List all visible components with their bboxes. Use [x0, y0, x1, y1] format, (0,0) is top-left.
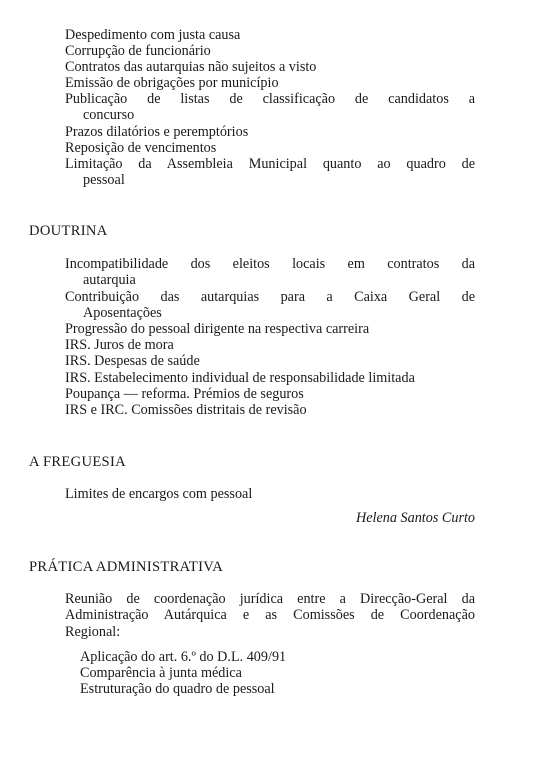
paragraph-line: Regional:: [65, 624, 121, 640]
list-item: Prazos dilatórios e peremptórios: [65, 124, 249, 140]
list-item: Contribuição das autarquias para a Caixa Geral de: [65, 289, 475, 305]
list-item: Corrupção de funcionário: [65, 43, 211, 59]
list-item: Comparência à junta médica: [80, 665, 242, 681]
list-item: Poupança — reforma. Prémios de seguros: [65, 386, 304, 402]
list-item: Reposição de vencimentos: [65, 140, 217, 156]
list-item-continuation: Aposentações: [83, 305, 162, 321]
list-item: Progressão do pessoal dirigente na respectiva carreira: [65, 321, 370, 337]
list-item: IRS. Estabelecimento individual de responsabilidade limitada: [65, 370, 415, 386]
paragraph-line: Administração Autárquica e as Comissões de Coordenação: [65, 607, 475, 623]
list-item: Emissão de obrigações por município: [65, 75, 279, 91]
list-item: IRS. Despesas de saúde: [65, 353, 200, 369]
list-item: Publicação de listas de classificação de candidatos a: [65, 91, 475, 107]
author-signature: Helena Santos Curto: [355, 510, 475, 526]
paragraph-line: Reunião de coordenação jurídica entre a Direcção-Geral da: [65, 591, 475, 607]
section-heading-freguesia: A FREGUESIA: [29, 454, 126, 470]
list-item-continuation: pessoal: [83, 172, 125, 188]
list-item: Contratos das autarquias não sujeitos a visto: [65, 59, 317, 75]
list-item: IRS e IRC. Comissões distritais de revisão: [65, 402, 307, 418]
list-item: Limites de encargos com pessoal: [65, 486, 253, 502]
list-item: Incompatibilidade dos eleitos locais em contratos da: [65, 256, 475, 272]
list-item: Limitação da Assembleia Municipal quanto ao quadro de: [65, 156, 475, 172]
section-heading-pratica-administrativa: PRÁTICA ADMINISTRATIVA: [29, 559, 224, 575]
section-heading-doutrina: DOUTRINA: [29, 223, 108, 239]
list-item-continuation: concurso: [83, 107, 135, 123]
list-item: Aplicação do art. 6.º do D.L. 409/91: [80, 649, 287, 665]
list-item: Despedimento com justa causa: [65, 27, 241, 43]
list-item-continuation: autarquia: [83, 272, 136, 288]
list-item: IRS. Juros de mora: [65, 337, 174, 353]
list-item: Estruturação do quadro de pessoal: [80, 681, 275, 697]
